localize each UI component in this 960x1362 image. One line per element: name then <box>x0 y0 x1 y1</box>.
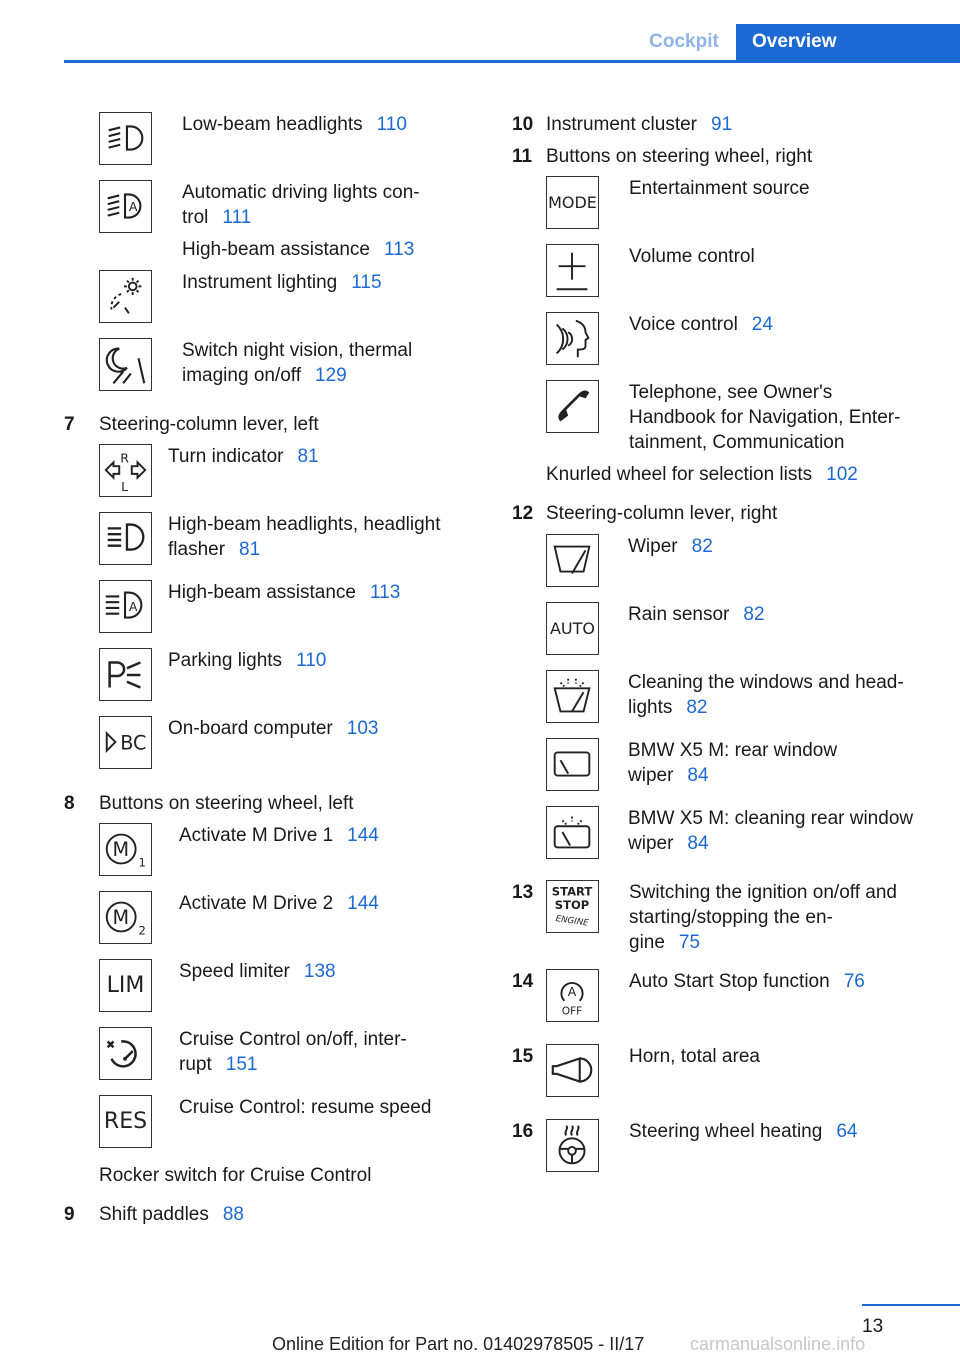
page-ref[interactable]: 144 <box>347 893 379 914</box>
item-11-label: Buttons on steering wheel, right <box>546 146 813 167</box>
auto-text: AUTO <box>549 619 596 638</box>
page-ref[interactable]: 144 <box>347 825 379 846</box>
start-text: START <box>551 884 593 899</box>
m-drive-2-label: Activate M Drive 2 144 <box>179 893 379 914</box>
item-14-label: Auto Start Stop function 76 <box>629 971 865 992</box>
parking-lights-icon <box>99 648 152 701</box>
header-rule <box>64 60 960 63</box>
m-drive-1-icon <box>99 823 152 876</box>
page-ref[interactable]: 24 <box>751 314 773 335</box>
cruise-resume-label: Cruise Control: resume speed <box>179 1097 432 1118</box>
onboard-computer-icon <box>99 716 152 769</box>
page-ref[interactable]: 91 <box>711 114 733 135</box>
item-number: 7 <box>64 414 75 435</box>
page-ref[interactable]: 64 <box>836 1121 858 1142</box>
voice-control-icon <box>546 312 599 365</box>
high-beam-label-line2: flasher 81 <box>168 539 261 560</box>
m1-sub: 1 <box>138 855 146 870</box>
turn-indicator-icon <box>99 444 152 497</box>
hb-assist-label: High-beam assistance 113 <box>168 582 401 603</box>
item-number: 10 <box>512 114 534 135</box>
stop-text: STOP <box>554 897 590 912</box>
page-ref[interactable]: 111 <box>222 207 252 228</box>
item-number: 8 <box>64 793 75 814</box>
low-beam-icon <box>99 112 152 165</box>
page-ref[interactable]: 81 <box>239 539 261 560</box>
washer-label-line2: lights 82 <box>628 697 708 718</box>
item-13-label-line2: starting/stopping the en- <box>629 907 833 928</box>
turn-l: L <box>121 479 129 495</box>
item-13-label-line1: Switching the ignition on/off and <box>629 882 897 903</box>
night-vision-icon <box>99 338 152 391</box>
instrument-lighting-label: Instrument lighting 115 <box>182 272 382 293</box>
high-beam-assist-icon <box>99 580 152 633</box>
page-ref[interactable]: 115 <box>351 272 382 293</box>
telephone-label-line1: Telephone, see Owner's <box>629 382 833 403</box>
start-stop-icon <box>546 880 599 933</box>
item-10-label: Instrument cluster 91 <box>546 114 733 135</box>
item-16-label: Steering wheel heating 64 <box>629 1121 858 1142</box>
knurled-wheel-label: Knurled wheel for selection lists 102 <box>546 464 858 485</box>
washer-label-line1: Cleaning the windows and head- <box>628 672 904 693</box>
page-number: 13 <box>862 1316 884 1337</box>
speed-limiter-icon <box>99 959 152 1012</box>
page-ref[interactable]: 88 <box>222 1204 244 1225</box>
rocker-switch-label: Rocker switch for Cruise Control <box>99 1165 372 1186</box>
washer-icon <box>546 670 599 723</box>
rear-washer-label-line2: wiper 84 <box>628 833 709 854</box>
page-ref[interactable]: 138 <box>303 961 336 982</box>
footer-edition: Online Edition for Part no. 01402978505 - II/17 <box>272 1334 645 1354</box>
item-number: 15 <box>512 1046 534 1067</box>
page-ref[interactable]: 84 <box>687 833 709 854</box>
rear-washer-icon <box>546 806 599 859</box>
a-letter: A <box>128 198 138 214</box>
page-ref[interactable]: 110 <box>376 114 407 135</box>
page-ref[interactable]: 76 <box>843 971 865 992</box>
auto-lights-label-line1: Automatic driving lights con- <box>182 182 420 203</box>
m2-sub: 2 <box>138 923 146 938</box>
high-beam-label-line1: High-beam headlights, headlight <box>168 514 441 535</box>
cruise-resume-icon <box>99 1095 152 1148</box>
m-letter: M <box>112 837 130 861</box>
page-ref[interactable]: 102 <box>826 464 858 485</box>
watermark: carmanualsonline.info <box>690 1334 866 1354</box>
page-ref[interactable]: 151 <box>225 1054 258 1075</box>
m-drive-1-label: Activate M Drive 1 144 <box>179 825 379 846</box>
item-13-label-line3: gine 75 <box>629 932 701 953</box>
rear-washer-label-line1: BMW X5 M: cleaning rear window <box>628 808 914 829</box>
horn-icon <box>546 1044 599 1097</box>
onboard-computer-label: On-board computer 103 <box>168 718 379 739</box>
cruise-control-icon <box>99 1027 152 1080</box>
tab-cockpit[interactable]: Cockpit <box>649 31 719 52</box>
rain-sensor-label: Rain sensor 82 <box>628 604 765 625</box>
item-number: 13 <box>512 882 534 903</box>
turn-indicator-label: Turn indicator 81 <box>168 446 319 467</box>
cruise-control-label-line2: rupt 151 <box>179 1054 258 1075</box>
mode-label: Entertainment source <box>629 178 810 199</box>
item-9-label: Shift paddles 88 <box>99 1204 244 1225</box>
mode-text: MODE <box>548 193 597 212</box>
item-number: 9 <box>64 1204 75 1225</box>
parking-lights-label: Parking lights 110 <box>168 650 327 671</box>
lim-text: LIM <box>106 973 145 998</box>
a-letter: A <box>567 983 577 999</box>
page-ref[interactable]: 75 <box>678 932 701 953</box>
turn-r: R <box>120 450 129 466</box>
page-ref[interactable]: 84 <box>687 765 709 786</box>
bc-text: BC <box>120 731 147 755</box>
page-ref[interactable]: 110 <box>296 650 327 671</box>
night-vision-label-line2: imaging on/off 129 <box>182 365 347 386</box>
wiper-label: Wiper 82 <box>628 536 713 557</box>
telephone-icon <box>546 380 599 433</box>
page-ref[interactable]: 103 <box>346 718 379 739</box>
wiper-icon <box>546 534 599 587</box>
res-text: RES <box>103 1109 148 1134</box>
item-8-label: Buttons on steering wheel, left <box>99 793 354 814</box>
page-ref[interactable]: 82 <box>686 697 708 718</box>
item-number: 16 <box>512 1121 534 1142</box>
a-letter: A <box>128 598 138 614</box>
page-ref[interactable]: 129 <box>315 365 347 386</box>
m-letter: M <box>112 905 130 929</box>
telephone-label-line2: Handbook for Navigation, Enter- <box>629 407 901 428</box>
page-ref[interactable]: 82 <box>743 604 765 625</box>
steering-wheel-heating-icon <box>546 1119 599 1172</box>
volume-label: Volume control <box>629 246 755 267</box>
cruise-control-label-line1: Cruise Control on/off, inter- <box>179 1029 407 1050</box>
page-ref[interactable]: 113 <box>383 239 415 260</box>
auto-lights-label-line2: trol 111 <box>182 207 252 228</box>
hb-assist-top-label: High-beam assistance 113 <box>182 239 415 260</box>
tab-overview[interactable]: Overview <box>736 24 960 60</box>
off-text: OFF <box>561 1005 583 1018</box>
rear-wiper-label-line1: BMW X5 M: rear window <box>628 740 838 761</box>
item-15-label: Horn, total area <box>629 1046 760 1067</box>
voice-control-label: Voice control 24 <box>629 314 773 335</box>
item-number: 11 <box>512 146 533 167</box>
footer-rule <box>862 1304 960 1306</box>
telephone-label-line3: tainment, Communication <box>629 432 845 453</box>
item-7-label: Steering-column lever, left <box>99 414 319 435</box>
mode-icon <box>546 176 599 229</box>
item-number: 12 <box>512 503 534 524</box>
rear-wiper-icon <box>546 738 599 791</box>
speed-limiter-label: Speed limiter 138 <box>179 961 336 982</box>
low-beam-label: Low-beam headlights 110 <box>182 114 407 135</box>
engine-text: ENGINE <box>554 914 590 929</box>
auto-lights-icon <box>99 180 152 233</box>
high-beam-icon <box>99 512 152 565</box>
instrument-lighting-icon <box>99 270 152 323</box>
page-ref[interactable]: 81 <box>297 446 319 467</box>
rear-wiper-label-line2: wiper 84 <box>628 765 709 786</box>
item-number: 14 <box>512 971 534 992</box>
volume-icon <box>546 244 599 297</box>
night-vision-label-line1: Switch night vision, thermal <box>182 340 413 361</box>
m-drive-2-icon <box>99 891 152 944</box>
page-ref[interactable]: 82 <box>691 536 713 557</box>
item-12-label: Steering-column lever, right <box>546 503 778 524</box>
auto-start-stop-icon <box>546 969 599 1022</box>
rain-sensor-icon <box>546 602 599 655</box>
page-ref[interactable]: 113 <box>369 582 401 603</box>
